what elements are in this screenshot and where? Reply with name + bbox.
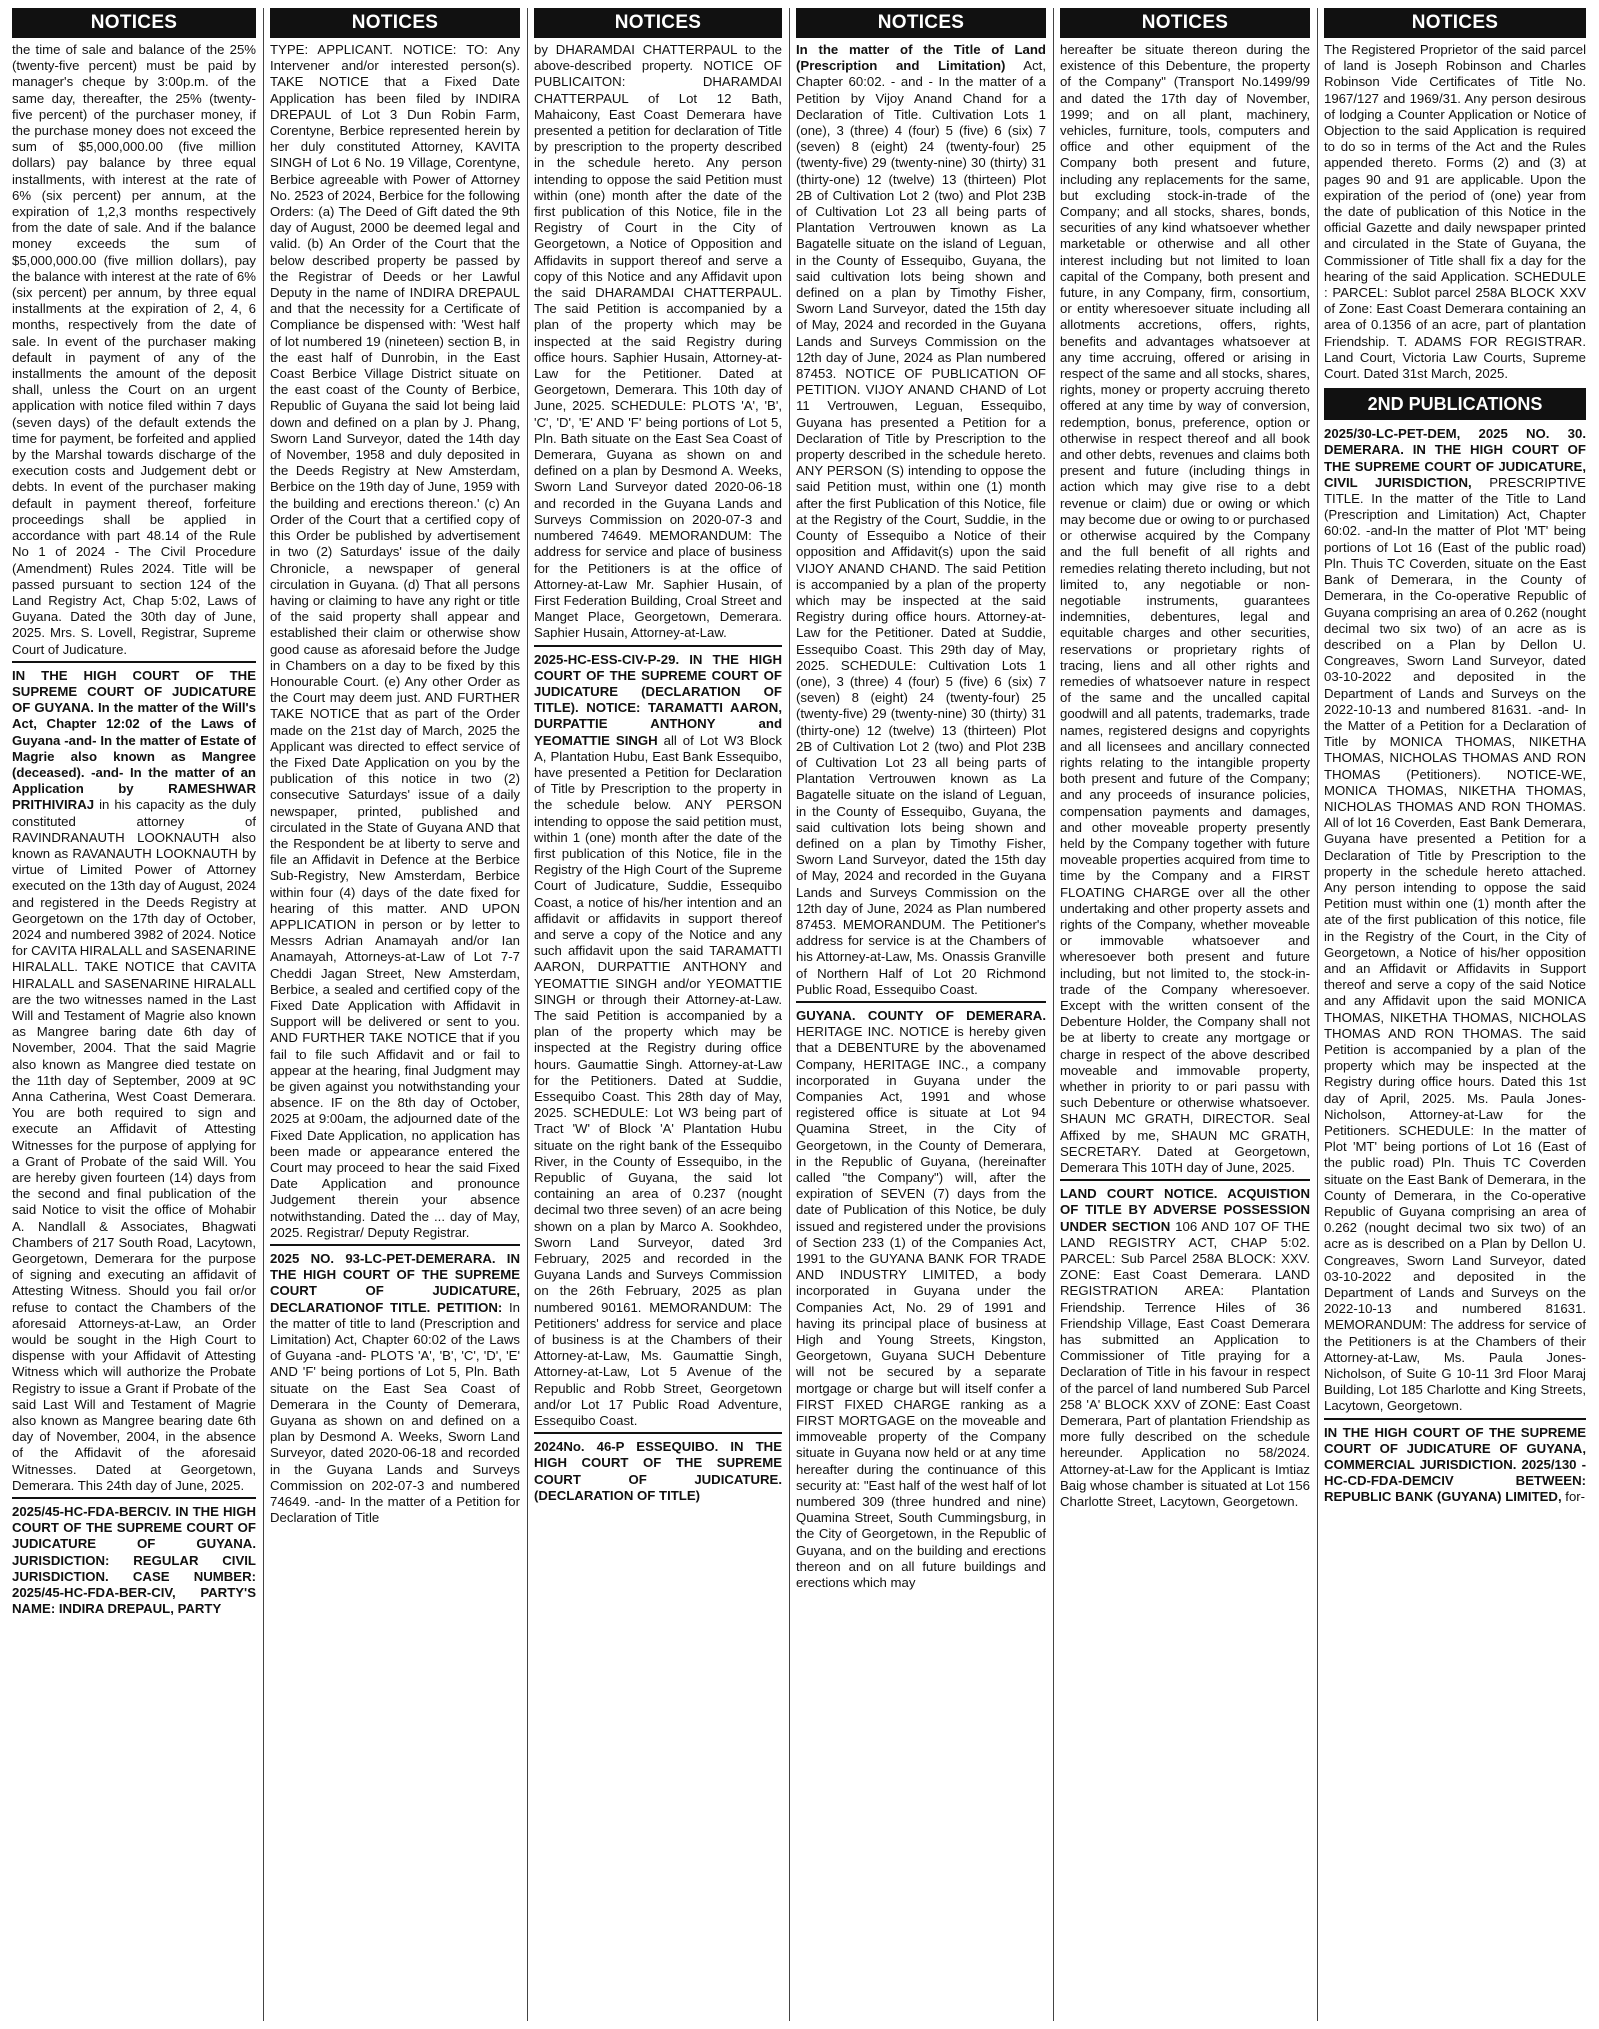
notice-paragraph (270, 1251, 520, 1526)
notice-paragraph (1324, 42, 1586, 382)
notice-separator (1060, 1179, 1310, 1181)
notice-body: in his capacity as the duly constituted attorney of RAVINDRANAUTH LOOKNAUTH also known as RAVANAUTH LOOKNAUTH by virtue of Limited Power of Attorney executed on the 13th day of August, 2024 and registered in the Deeds Registry at Georgetown on the 17th day of October, 2024 and numbered 3982 of 2024. Notice for CAVITA HIRALALL and SASENARINE HIRALALL. TAKE NOTICE that CAVITA HIRALALL and SASENARINE HIRALALL are the two witnesses named in the Last Will and Testament of Magrie also known as Mangree baring date 6th day of November, 2004. That the said Magrie also known as Mangree died testate on the 11th day of September, 2009 at 9C Anna Catherina, West Coast Demerara. You are both required to sign and execute an Affidavit of Attesting Witnesses for the purpose of applying for a Grant of Probate of the said Will. You are hereby given fourteen (14) days from the second and final publication of the said Notice to visit the office of Mohabir A. Nandlall & Associates, Bhagwati Chambers of 217 South Road, Lacytown, Georgetown, Demerara for the purpose of signing and executing an affidavit of Attesting Witness. Should you fail or/or refuse to contact the Chambers of the aforesaid Attorneys-at-Law, an Order would be sought in the High Court to dispense with your Affidavit of Attesting Witness which will authorize the Probate Registry to issue a Grant if Probate of the said Last Will and Testament of Magrie also known as Mangree bearing date 6th day of November, 2004, in the absence of the Affidavit of the aforesaid Witnesses. Dated at Georgetown, Demerara. This 24th day of June, 2025. (12, 797, 256, 1493)
notices-column-3 (534, 8, 782, 2021)
notices-header: NOTICES (534, 8, 782, 38)
notice-body: HERITAGE INC. NOTICE is hereby given that a DEBENTURE by the abovenamed Company, HERITAGE INC., a company incorporated in Guyana under the Companies Act, 1991 and whose registered office is situate at Lot 94 Quamina Street, in the City of Georgetown, in the County of Demerara, in the Republic of Guyana, (hereinafter called "the Company") will, after the expiration of SEVEN (7) days from the date of Publication of this Notice, be duly issued and registered under the provisions of Section 233 (1) of the Companies Act, 1991 to the GUYANA BANK FOR TRADE AND INDUSTRY LIMITED, a body incorporated in Guyana under the Companies Act, No. 29 of 1991 and having its principal place of business at High and Young Streets, Kingston, Georgetown, Guyana SUCH Debenture will not be secured by a separate mortgage or charge but will itself confer a FIRST FIXED CHARGE ranking as a FIRST MORTGAGE on the moveable and immoveable property of the Company situate in Guyana now held or at any time hereafter during the continuance of this security at: "East half of the west half of lot numbered 309 (three hundred and nine) Quamina Street, South Cummingsburg, in the City of Georgetown, in the Republic of Guyana, and on the building and erections thereon and on all future buildings and erections which may (796, 1024, 1046, 1591)
column-divider (527, 8, 528, 2021)
notices-column-6 (1324, 8, 1586, 2021)
notice-paragraph (796, 1008, 1046, 1591)
notice-paragraph (1324, 426, 1586, 1414)
notices-column-5 (1060, 8, 1310, 2021)
notice-heading: IN THE HIGH COURT OF THE SUPREME COURT OF JUDICATURE OF GUYANA, COMMERCIAL JURISDICTION. 2025/130 -HC-CD-FDA-DEMCIV BETWEEN: REPUBLIC BANK (GUYANA) LIMITED, (1324, 1424, 1586, 1505)
notice-paragraph (12, 668, 256, 1494)
notice-paragraph (1324, 1425, 1586, 1506)
notices-text (796, 42, 1046, 1591)
notice-paragraph (534, 652, 782, 1430)
notices-header: NOTICES (270, 8, 520, 38)
notice-body: In the matter of title to land (Prescription and Limitation) Act, Chapter 60:02 of the Laws of Guyana -and- PLOTS 'A', 'B', 'C', 'D', 'E' AND 'F' being portions of Lot 5, Pln. Bath situate on the East Sea Coast of Demerara in the County of Demerara, Guyana as shown on and defined on a plan by Desmond A. Weeks, Sworn Land Surveyor, dated 2020-06-18 and recorded in the Guyana Lands and Surveys Commission on 202-07-3 and numbered 74649. -and- In the matter of a Petition for Declaration of Title (270, 1299, 520, 1526)
notice-separator (796, 1001, 1046, 1003)
notices-column-4 (796, 8, 1046, 2021)
notices-header: NOTICES (1060, 8, 1310, 38)
second-publications-header: 2ND PUBLICATIONS (1324, 388, 1586, 420)
column-divider (1317, 8, 1318, 2021)
column-divider (789, 8, 790, 2021)
notice-heading: In the matter of the Title of Land (Prescription and Limitation) (796, 42, 1046, 74)
notice-paragraph (534, 1439, 782, 1504)
notice-body: Act, Chapter 60:02. - and - In the matter of a Petition by Vijoy Anand Chand for a Declaration of Title. Cultivation Lots 1 (one), 3 (three) 4 (four) 5 (five) 6 (six) 7 (seven) 8 (eight) 24 (twenty-four) 25 (twenty-five) 29 (twenty-nine) 30 (thirty) 31 (thirty-one) 12 (twelve) 13 (thirteen) Plot 2B of Cultivation Lot 2 (two) and Plot 23B of Cultivation Lot 23 all being parts of Plantation Vertrouwen known as La Bagatelle situate on the island of Leguan, in the County of Essequibo, Guyana, the said cultivation lots being shown and defined on a plan by Timothy Fisher, Sworn Land Surveyor, dated the 15th day of May, 2024 and recorded in the Guyana Lands and Surveys Commission on the 12th day of June, 2024 as Plan numbered 87453. NOTICE OF PUBLICATION OF PETITION. VIJOY ANAND CHAND of Lot 11 Vertrouwen, Leguan, Essequibo, Guyana has presented a Petition for a Declaration of Title by Prescription to the property described in the schedule hereto. ANY PERSON (S) intending to oppose the said Petition must, within one (1) month after the first Publication of this Notice, file at the Registry of the Court, Suddie, in the County of Essequibo a Notice of their opposition and Affidavit(s) upon the said VIJOY ANAND CHAND. The said Petition is accompanied by a plan of the property which may be inspected at the said Registry during office hours. Attorney-at-Law for the Petitioner. Dated at Suddie, Essequibo Coast. This 29th day of May, 2025. SCHEDULE: Cultivation Lots 1 (one), 3 (three) 4 (four) 5 (five) 6 (six) 7 (seven) 8 (eight) 24 (twenty-four) 25 (twenty-five) 29 (twenty-nine) 30 (thirty) 31 (thirty-one) 12 (twelve) 13 (thirteen) Plot 2B of Cultivation Lot 2 (two) and Plot 23B of Cultivation Lot 23 all being parts of Plantation Vertrouwen known as La Bagatelle situate on the island of Leguan, in the County of Essequibo, Guyana, the said cultivation lots being shown and defined on a plan by Timothy Fisher, Sworn Land Surveyor, dated the 15th day of May, 2024 and recorded in the Guyana Lands and Surveys Commission on the 12th day of June, 2024 as Plan numbered 87453. MEMORANDUM. The Petitioner's address for service is at the Chambers of his Attorney-at-Law, Ms. Onassis Granville of Northern Half of Lot 20 Richmond Public Road, Essequibo Coast. (796, 58, 1046, 997)
notices-text (1324, 42, 1586, 1506)
notice-paragraph (1060, 42, 1310, 1176)
column-divider (263, 8, 264, 2021)
notices-column-2 (270, 8, 520, 2021)
notice-body: the time of sale and balance of the 25% (twenty-five percent) must be paid by manager's cheque by 3:00p.m. of the same day, thereafter, the 25% (twenty-five percent) of the purchaser money, if the purchase money does not exceed the sum of $5,000,000.00 (five million dollars) pay balance by three equal installments, with interest at the rate of 6% (six percent) per annum, at the expiration of 1,2,3 months respectively from the date of sale. And if the balance money exceeds the sum of $5,000,000.00 (five million dollars), pay the balance with interest at the rate of 6% (six percent) per annum, by three equal installments at the expiration of 2, 4, 6 months, respectively from the date of sale. In event of the purchaser making default in payment of any of the installments the amount of the deposit shall, unless the Court on an urgent application with notice filed within 7 days (seven days) of the default extends the time for payment, be forfeited and applied by the Marshal towards discharge of the execution costs and Judgement debt or debts. In event of the purchaser making default in payment thereof, forfeiture proceedings shall be applied in accordance with part 48.14 of the Rule No 1 of 2024 - The Civil Procedure (Amendment) Rules 2024. Title will be passed pursuant to section 124 of the Land Registry Act, Chap 5:02, Laws of Guyana. Dated the 30th day of June, 2025. Mrs. S. Lovell, Registrar, Supreme Court of Judicature. (12, 42, 256, 657)
notice-heading: 2025/30-LC-PET-DEM, 2025 NO. 30. DEMERARA. IN THE HIGH COURT OF THE SUPREME COURT OF JUDICATURE, CIVIL JURISDICTION, (1324, 426, 1586, 490)
notice-heading: LAND COURT NOTICE. ACQUISTION OF TITLE BY ADVERSE POSSESSION UNDER SECTION (1060, 1186, 1310, 1234)
notice-separator (270, 1244, 520, 1246)
notice-heading: 2025/45-HC-FDA-BERCIV. IN THE HIGH COURT OF THE SUPREME COURT OF JUDICATURE OF GUYANA. JURISDICTION: REGULAR CIVIL JURISDICTION. CASE NUMBER: 2025/45-HC-FDA-BER-CIV, PARTY'S NAME: INDIRA DREPAUL, PARTY (12, 1504, 256, 1617)
notice-paragraph (12, 1504, 256, 1617)
notice-separator (534, 645, 782, 647)
notice-body: hereafter be situate thereon during the existence of this Debenture, the property of the Company" (Transport No.1499/99 and dated the 17th day of November, 1999; and on all plant, machinery, vehicles, furniture, tools, computers and office and other equipment of the Company both present and future, including any replacements for the same, but excluding stock-in-trade of the Company; and all stocks, shares, bonds, securities of any kind whatsoever whether marketable or otherwise and all other interest including but not limited to loan capital of the Company, both present and future, in any Company, firm, consortium, or entity wheresoever situate including all allotments accretions, offers, rights, benefits and advantages whatsoever at any time accruing, offered or arising in respect of the same and all stocks, shares, rights, money or property accruing thereto offered at any time by way of conversion, redemption, bonus, preference, option or otherwise in respect thereof and all book and other debts, revenues and claims both present and future (including things in action which may give rise to a debt revenue or claim) due or owing or which may become due or owing to or purchased or otherwise acquired by the Company and the full benefit of all rights and remedies relating thereto including, but not limited to, any negotiable or non-negotiable instruments, guarantees indemnities, debentures, legal and equitable charges and other securities, reservations or proprietary rights of tracing, liens and all other rights and remedies of whatsoever nature in respect of the same and the uncalled capital goodwill and all patents, trademarks, trade names, registered designs and copyrights and all licensees and ancillary connected rights relating to the intangible property both present and future of the Company; and any proceeds of insurance policies, compensation payments and damages, and other moveable property presently held by the Company together with future moveable properties acquired from time to time by the Company and a FIRST FLOATING CHARGE over all the other undertaking and other property assets and rights of the Company, whether moveable or immovable whatsoever and wheresoever both present and future including, but not limited to, the stock-in-trade of the Company wheresoever. Except with the written consent of the Debenture Holder, the Company shall not be at liberty to create any mortgage or charge in respect of the above described moveable and immovable property, whether in priority to or pari passu with such Debenture or otherwise whatsoever. SHAUN MC GRATH, DIRECTOR. Seal Affixed by me, SHAUN MC GRATH, SECRETARY. Dated at Georgetown, Demerara This 10TH day of June, 2025. (1060, 42, 1310, 1176)
notice-heading: 2025-HC-ESS-CIV-P-29. IN THE HIGH COURT OF THE SUPREME COURT OF JUDICATURE (DECLARATION OF TITLE). NOTICE: TARAMATTI AARON, DURPATTIE ANTHONY and YEOMATTIE SINGH (534, 651, 782, 748)
notice-body: for- (1561, 1489, 1586, 1505)
notice-heading: 2025 NO. 93-LC-PET-DEMERARA. IN THE HIGH COURT OF THE SUPREME COURT OF JUDICATURE, DECLARATIONOF TITLE. PETITION: (270, 1251, 520, 1315)
notices-text (270, 42, 520, 1526)
notices-text (12, 42, 256, 1618)
notice-body: all of Lot W3 Block A, Plantation Hubu, East Bank Essequibo, have presented a Petition for Declaration of Title by Prescription to the property in the schedule below. ANY PERSON intending to oppose the said petition must, within 1 (one) month after the date of the first publication of this Notice, file in the Registry of the High Court of the Supreme Court of Judicature, Suddie, Essequibo Coast, a notice of his/her intention and an affidavit or affidavits in support thereof and serve a copy of the Notice and any such affidavit upon the said TARAMATTI AARON, DURPATTIE ANTHONY and YEOMATTIE SINGH and/or YEOMATTIE SINGH or through their Attorney-at-Law. The said Petition is accompanied by a plan of the property which may be inspected at the Registry during office hours. Gaumattie Singh. Attorney-at-Law for the Petitioners. Dated at Suddie, Essequibo Coast. This 28th day of May, 2025. SCHEDULE: Lot W3 being part of Tract 'W' of Block 'A' Plantation Hubu situate on the right bank of the Essequibo River, in the County of Essequibo, in the Republic of Guyana, the said lot containing an area of 0.237 (nought decimal two three seven) of an acre being shown on a plan by Marco A. Sookhdeo, Sworn Land Surveyor, dated 3rd February, 2025 and recorded in the Guyana Lands and Surveys Commission on the 26th February, 2025 as plan numbered 90161. MEMORANDUM: The Petitioners' address for service and place of business is at the Chambers of their Attorney-at-Law, Ms. Gaumattie Singh, Attorney-at-Law, Lot 5 Avenue of the Republic and Robb Street, Georgetown and/or Lot 17 Public Road Adventure, Essequibo Coast. (534, 732, 782, 1429)
notice-separator (12, 661, 256, 663)
notice-body: 106 AND 107 OF THE LAND REGISTRY ACT, CHAP 5:02. PARCEL: Sub Parcel 258A BLOCK: XXV. ZONE: East Coast Demerara. LAND REGISTRATION AREA: Plantation Friendship. Terrence Hiles of 36 Friendship Village, East Coast Demerara has submitted an Application to Commissioner of Title praying for a Declaration of Title in his favour in respect of the parcel of land numbered Sub Parcel 258 'A' BLOCK XXV of ZONE: East Coast Demerara, Part of plantation Friendship as more fully described on the schedule hereunder. Application no 58/2024. Attorney-at-Law for the Applicant is Imtiaz Baig whose chamber is situated at Lot 156 Charlotte Street, Lacytown, Georgetown. (1060, 1218, 1310, 1510)
notice-paragraph (534, 42, 782, 642)
notices-column-1 (12, 8, 256, 2021)
notice-body: TYPE: APPLICANT. NOTICE: TO: Any Intervener and/or interested person(s). TAKE NOTICE that a Fixed Date Application has been filed by INDIRA DREPAUL of Lot 3 Dun Robin Farm, Corentyne, Berbice represented herein by her duly constituted Attorney, KAVITA SINGH of Lot 6 No. 19 Village, Corentyne, Berbice agreeable with Power of Attorney No. 2523 of 2024, Berbice for the following Orders: (a) The Deed of Gift dated the 9th day of August, 2000 be deemed legal and valid. (b) An Order of the Court that the below described property be passed by the Registrar of Deeds or her Lawful Deputy in the name of INDIRA DREPAUL and that the necessity for a Certificate of Compliance be dispensed with: 'West half of lot numbered 19 (nineteen) section B, in the east half of Dunrobin, in the East Coast Berbice Village District situate on the east coast of the County of Berbice, Republic of Guyana the said lot being laid down and defined on a plan by J. Phang, Sworn Land Surveyor, dated the 14th day of November, 1958 and duly deposited in the Deeds Registry at New Amsterdam, Berbice on the 19th day of June, 1959 with the building and erections thereon.' (c) An Order of the Court that a certified copy of this Order be published by advertisement in two (2) Saturdays' issue of the daily Chronicle, a newspaper of general circulation in Guyana. (d) That all persons having or claiming to have any right or title of the said property shall appear and established their claim or otherwise show good cause as aforesaid before the Judge in Chambers on a day to be fixed by this Honourable Court. (e) Any other Order as the Court may deem just. AND FURTHER TAKE NOTICE that as part of the Order made on the 21st day of March, 2025 the Applicant was directed to effect service of the Fixed Date Application on you by the publication of this notice in two (2) consecutive Saturdays' issue of a daily newspaper, printed, published and circulated in the State of Guyana AND that the Respondent be at liberty to serve and file an Affidavit in Defence at the Berbice Sub-Registry, New Amsterdam, Berbice within four (4) days of the date fixed for hearing of this matter. AND UPON APPLICATION in person or by letter to Messrs Adrian Anamayah and/or Ian Anamayah, Attorneys-at-Law of Lot 7-7 Cheddi Jagan Street, New Amsterdam, Berbice, a sealed and certified copy of the Fixed Date Application with Affidavit in Support will be delivered or sent to you. AND FURTHER TAKE NOTICE that if you fail to file such Affidavit and or fail to appear at the hearing, final Judgment may be given against you notwithstanding your absence. IF on the 8th day of October, 2025 at 9:00am, the adjourned date of the Fixed Date Application, no application has been made or appearance entered the Court may proceed to hear the said Fixed Date Application and pronounce Judgement therein your absence notwithstanding. Dated the ... day of May, 2025. Registrar/ Deputy Registrar. (270, 42, 520, 1240)
column-divider (1053, 8, 1054, 2021)
notice-separator (1324, 1418, 1586, 1420)
notices-header: NOTICES (1324, 8, 1586, 38)
notice-body: PRESCRIPTIVE TITLE. In the matter of the Title to Land (Prescription and Limitation) Act, Chapter 60:02. -and-In the matter of Plot 'MT' being portions of Lot 16 (East of the public road) Pln. Thuis TC Coverden, situate on the East Bank of Demerara, in the County of Demerara, in the Co-operative Republic of Guyana comprising an area of 0.262 (nought decimal two six two) of an acre as is described on a Plan by Dellon U. Congreaves, Sworn Land Surveyor, dated 03-10-2022 and deposited in the Department of Lands and Surveys on the 2022-10-13 and numbered 81631. -and- In the Matter of a Petition for a Declaration of Title by MONICA THOMAS, NIKETHA THOMAS, NICHOLAS THOMAS AND RON THOMAS (Petitioners). NOTICE-WE, MONICA THOMAS, NIKETHA THOMAS, NICHOLAS THOMAS AND RON THOMAS. All of lot 16 Coverden, East Bank Demerara, Guyana have presented a Petition for a Declaration of Title by Prescription to the property in the schedule hereto attached. Any person intending to oppose the said Petition must within one (1) month after the ate of the first publication of this notice, file in the Registry of the Court, in the City of Georgetown, a Notice of his/her opposition and an Affidavit or Affidavits in Support thereof and serve a copy of the said Notice and any Affidavit upon the said MONICA THOMAS, NIKETHA THOMAS, NICHOLAS THOMAS AND RON THOMAS. The said Petition is accompanied by a plan of the property which may be inspected at the Registry during office hours. Dated this 1st day of April, 2025. Ms. Paula Jones-Nicholson, Attorney-at-Law for the Petitioners. SCHEDULE: In the matter of Plot 'MT' being portions of Lot 16 (East of the public road) Pln. Thuis TC Coverden situate on the East Bank of Demerara, in the County of Demerara, in the Co-operative Republic of Guyana comprising an area of 0.262 (nought decimal two six two) of an acre as is described on a Plan by Dellon U. Congreaves, Sworn Land Surveyor, dated 03-10-2022 and deposited in the Department of Lands and Surveys on the 2022-10-13 and numbered 81631. MEMORANDUM: The address for service of the Petitioners is at the Chambers of their Attorney-at-Law, Ms. Paula Jones-Nicholson, of Suite G 10-11 3rd Floor Maraj Building, Lot 185 Charlotte and King Streets, Lacytown, Georgetown. (1324, 474, 1586, 1414)
notice-separator (534, 1432, 782, 1434)
notice-heading: GUYANA. COUNTY OF DEMERARA. (796, 1007, 1046, 1023)
notice-heading: IN THE HIGH COURT OF THE SUPREME COURT OF JUDICATURE OF GUYANA. In the matter of the Will's Act, Chapter 12:02 of the Laws of Guyana -and- In the matter of Estate of Magrie also known as Mangree (deceased). -and- In the matter of an Application by RAMESHWAR PRITHIVIRAJ (12, 667, 256, 813)
notice-paragraph (1060, 1186, 1310, 1510)
notice-separator (12, 1497, 256, 1499)
notice-paragraph (270, 42, 520, 1241)
notices-header: NOTICES (796, 8, 1046, 38)
notice-paragraph (12, 42, 256, 658)
notices-text (534, 42, 782, 1504)
notice-body: The Registered Proprietor of the said parcel of land is Joseph Robinson and Charles Robinson Vide Certificates of Title No. 1967/127 and 1969/31. Any person desirous of lodging a Counter Application or Notice of Objection to the said Application is required to do so in terms of the Act and the Rules appended thereto. Forms (2) and (3) at pages 90 and 91 are applicable. Upon the expiration of the period of (one) year from the date of publication of this Notice in the official Gazette and daily newspaper printed and circulated in the State of Guyana, the Commissioner of Title shall fix a day for the hearing of the said Application. SCHEDULE : PARCEL: Sublot parcel 258A BLOCK XXV of Zone: East Coast Demerara containing an area of 0.1356 of an acre, part of plantation Friendship. T. ADAMS FOR REGISTRAR. Land Court, Victoria Law Courts, Supreme Court. Dated 31st March, 2025. (1324, 42, 1586, 382)
notice-heading: 2024No. 46-P ESSEQUIBO. IN THE HIGH COURT OF THE SUPREME COURT OF JUDICATURE. (DECLARATION OF TITLE) (534, 1439, 782, 1503)
notice-body: by DHARAMDAI CHATTERPAUL to the above-described property. NOTICE OF PUBLICAITON: DHARAMDAI CHATTERPAUL of Lot 12 Bath, Mahaicony, East Coast Demerara have presented a petition for declaration of Title by prescription to the property described in the schedule hereto. Any person intending to oppose the said Petition must within (one) month after the date of the first publication of this Notice, file in the Registry of Court in the City of Georgetown, a Notice of Opposition and Affidavits in support thereof and serve a copy of this Notice and any Affidavit upon the said DHARAMDAI CHATTERPAUL. The said Petition is accompanied by a plan of the property which may be inspected at the said Registry during office hours. Saphier Husain, Attorney-at-Law for the Petitioner. Dated at Georgetown, Demerara. This 10th day of June, 2025. SCHEDULE: PLOTS 'A', 'B', 'C', 'D', 'E' AND 'F' being portions of Lot 5, Pln. Bath situate on the East Sea Coast of Demerara, Guyana as shown on and defined on a plan by Desmond A. Weeks, Sworn Land Surveyor dated 2020-06-18 and recorded in the Guyana Lands and Surveys Commission on 2020-07-3 and numbered 74649. MEMORANDUM: The address for service and place of business for the Petitioners is at the office of Attorney-at-Law Mr. Saphier Husain, of First Federation Building, Croal Street and Manget Place, Georgetown, Demerara. Saphier Husain, Attorney-at-Law. (534, 42, 782, 641)
notice-paragraph (796, 42, 1046, 998)
notices-header: NOTICES (12, 8, 256, 38)
notices-text (1060, 42, 1310, 1510)
